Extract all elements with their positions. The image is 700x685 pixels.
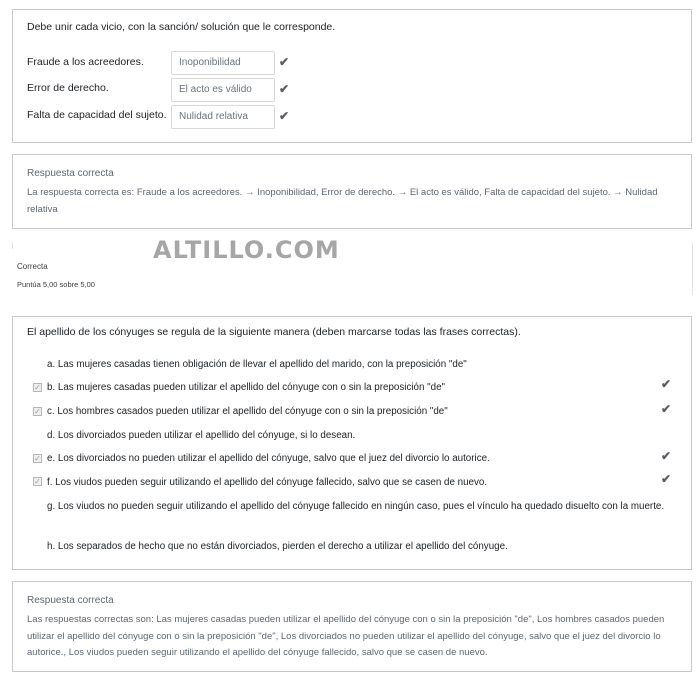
check-icon: ✔ [661, 472, 672, 486]
check-icon: ✔ [279, 55, 290, 69]
match-label-3: Falta de capacidad del sujeto. [27, 109, 167, 121]
option-d[interactable]: d. Los divorciados pueden utilizar el apellido del cónyuge, si lo desean. [47, 430, 356, 441]
option-c-checkbox[interactable]: ✓ [34, 407, 41, 416]
feedback-1-card [12, 154, 692, 229]
option-f-checkbox[interactable]: ✓ [34, 477, 41, 486]
feedback-2-text: Las respuestas correctas son: Las mujeres casadas pueden utilizar el apellido del cónyuge con o sin la preposición "de", Los hombres casados pueden utilizar el apellido del cónyuge con o sin la preposición "de", Los divorciados no pueden utilizar el apellido del cónyuge, salvo que el juez del divorcio lo autorice., Los viudos pueden seguir utilizando el apellido del cónyuge fallecido, salvo que se casen de nuevo. [27, 614, 665, 658]
option-c[interactable]: c. Los hombres casados pueden utilizar el apellido del cónyuge con o sin la preposición "de" [47, 406, 448, 417]
feedback-1-text: La respuesta correcta es: Fraude a los acreedores. → Inoponibilidad, Error de derecho. → El acto es válido, Falta de capacidad del sujeto. → Nulidad relativa [27, 187, 658, 215]
option-g[interactable]: g. Los viudos no pueden seguir utilizando el apellido del cónyuge fallecido en ningún caso, pues el vínculo ha quedado disuelto con la muerte. [47, 501, 665, 512]
match-select-3[interactable]: Nulidad relativa [171, 105, 275, 129]
question-2-prompt: El apellido de los cónyuges se regula de la siguiente manera (deben marcarse todas las frases correctas). [27, 326, 521, 338]
check-icon: ✔ [661, 377, 672, 391]
option-e[interactable]: e. Los divorciados no pueden utilizar el apellido del cónyuge, salvo que el juez del divorcio lo autorice. [47, 453, 490, 464]
option-f[interactable]: f. Los viudos pueden seguir utilizando el apellido del cónyuge fallecido, salvo que se casen de nuevo. [47, 477, 488, 488]
question-1-card [12, 9, 692, 143]
check-icon: ✔ [279, 82, 290, 96]
option-b[interactable]: b. Las mujeres casadas pueden utilizar el apellido del cónyuge con o sin la preposición "de" [47, 382, 445, 393]
divider [12, 243, 13, 249]
match-select-1[interactable]: Inoponibilidad [171, 51, 275, 75]
question-1-prompt: Debe unir cada vicio, con la sanción/ solución que le corresponde. [27, 21, 336, 33]
feedback-1-title: Respuesta correcta [27, 168, 114, 179]
match-label-2: Error de derecho. [27, 82, 109, 94]
match-label-1: Fraude a los acreedores. [27, 56, 144, 68]
option-a[interactable]: a. Las mujeres casadas tienen obligación de llevar el apellido del marido, con la preposición "de" [47, 359, 467, 370]
check-icon: ✔ [661, 449, 672, 463]
check-icon: ✔ [279, 109, 290, 123]
option-e-checkbox[interactable]: ✓ [34, 454, 41, 463]
watermark-logo: ALTILLO.COM [153, 236, 340, 264]
option-b-checkbox[interactable]: ✓ [34, 383, 41, 392]
question-2-status: Correcta [17, 262, 48, 271]
check-icon: ✔ [661, 402, 672, 416]
question-2-score: Puntúa 5,00 sobre 5,00 [17, 280, 95, 289]
match-select-2[interactable]: El acto es válido [171, 78, 275, 102]
question-2-card [12, 316, 692, 570]
feedback-2-title: Respuesta correcta [27, 595, 114, 606]
option-h[interactable]: h. Los separados de hecho que no están divorciados, pierden el derecho a utilizar el apellido del cónyuge. [47, 541, 508, 552]
divider [692, 243, 693, 295]
feedback-2-card [12, 581, 692, 672]
